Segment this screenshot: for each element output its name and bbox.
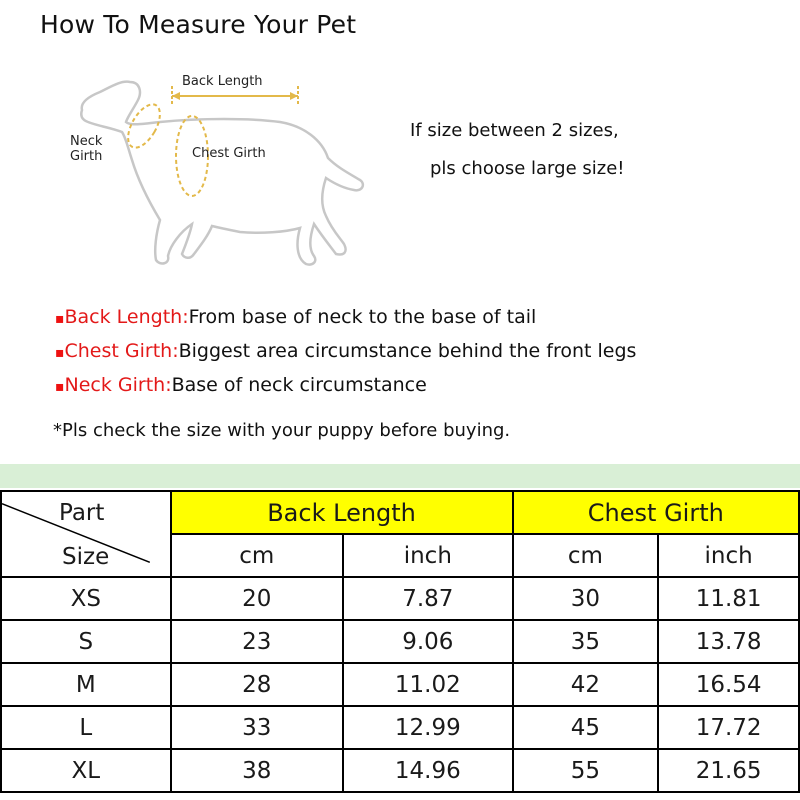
value-cell: 20: [171, 577, 344, 620]
value-cell: 38: [171, 749, 344, 792]
size-cell: S: [1, 620, 171, 663]
value-cell: 11.81: [658, 577, 799, 620]
unit-inch: inch: [343, 534, 513, 577]
definition-neck-girth: ▪Neck Girth:Base of neck circumstance: [55, 374, 427, 396]
size-cell: XS: [1, 577, 171, 620]
value-cell: 23: [171, 620, 344, 663]
dog-measurement-icon: [60, 60, 380, 285]
value-cell: 33: [171, 706, 344, 749]
value-cell: 28: [171, 663, 344, 706]
value-cell: 35: [513, 620, 659, 663]
table-row: [1, 663, 799, 706]
table-row: [1, 706, 799, 749]
value-cell: 11.02: [343, 663, 513, 706]
value-cell: 16.54: [658, 663, 799, 706]
divider-band: [0, 464, 800, 488]
size-note-line2: pls choose large size!: [430, 158, 625, 179]
value-cell: 9.06: [343, 620, 513, 663]
dog-outline-icon: [60, 60, 380, 285]
size-cell: XL: [1, 749, 171, 792]
table-row: [1, 749, 799, 792]
definition-back-length: ▪Back Length:From base of neck to the base of tail: [55, 306, 537, 328]
part-label: Part: [59, 500, 105, 526]
value-cell: 12.99: [343, 706, 513, 749]
size-note-line1: If size between 2 sizes,: [410, 120, 619, 141]
table-row: [1, 620, 799, 663]
chest-girth-header: Chest Girth: [513, 491, 799, 534]
page-title: How To Measure Your Pet: [40, 10, 357, 39]
part-size-header: [1, 491, 171, 577]
definition-chest-girth: ▪Chest Girth:Biggest area circumstance behind the front legs: [55, 340, 637, 362]
size-chart-table: [0, 490, 800, 793]
size-cell: M: [1, 663, 171, 706]
chest-girth-label: Chest Girth: [192, 146, 266, 161]
value-cell: 17.72: [658, 706, 799, 749]
unit-cm: cm: [513, 534, 659, 577]
size-cell: L: [1, 706, 171, 749]
table-header-row: [1, 491, 799, 534]
value-cell: 42: [513, 663, 659, 706]
value-cell: 21.65: [658, 749, 799, 792]
back-length-label: Back Length: [182, 74, 263, 89]
neck-girth-label: Neck Girth: [70, 134, 103, 164]
value-cell: 45: [513, 706, 659, 749]
unit-cm: cm: [171, 534, 344, 577]
size-label: Size: [62, 544, 110, 570]
value-cell: 55: [513, 749, 659, 792]
value-cell: 7.87: [343, 577, 513, 620]
unit-inch: inch: [658, 534, 799, 577]
value-cell: 13.78: [658, 620, 799, 663]
footnote: *Pls check the size with your puppy before buying.: [53, 420, 511, 441]
value-cell: 30: [513, 577, 659, 620]
table-row: [1, 577, 799, 620]
definition-list: [55, 302, 636, 404]
value-cell: 14.96: [343, 749, 513, 792]
back-length-header: Back Length: [171, 491, 513, 534]
